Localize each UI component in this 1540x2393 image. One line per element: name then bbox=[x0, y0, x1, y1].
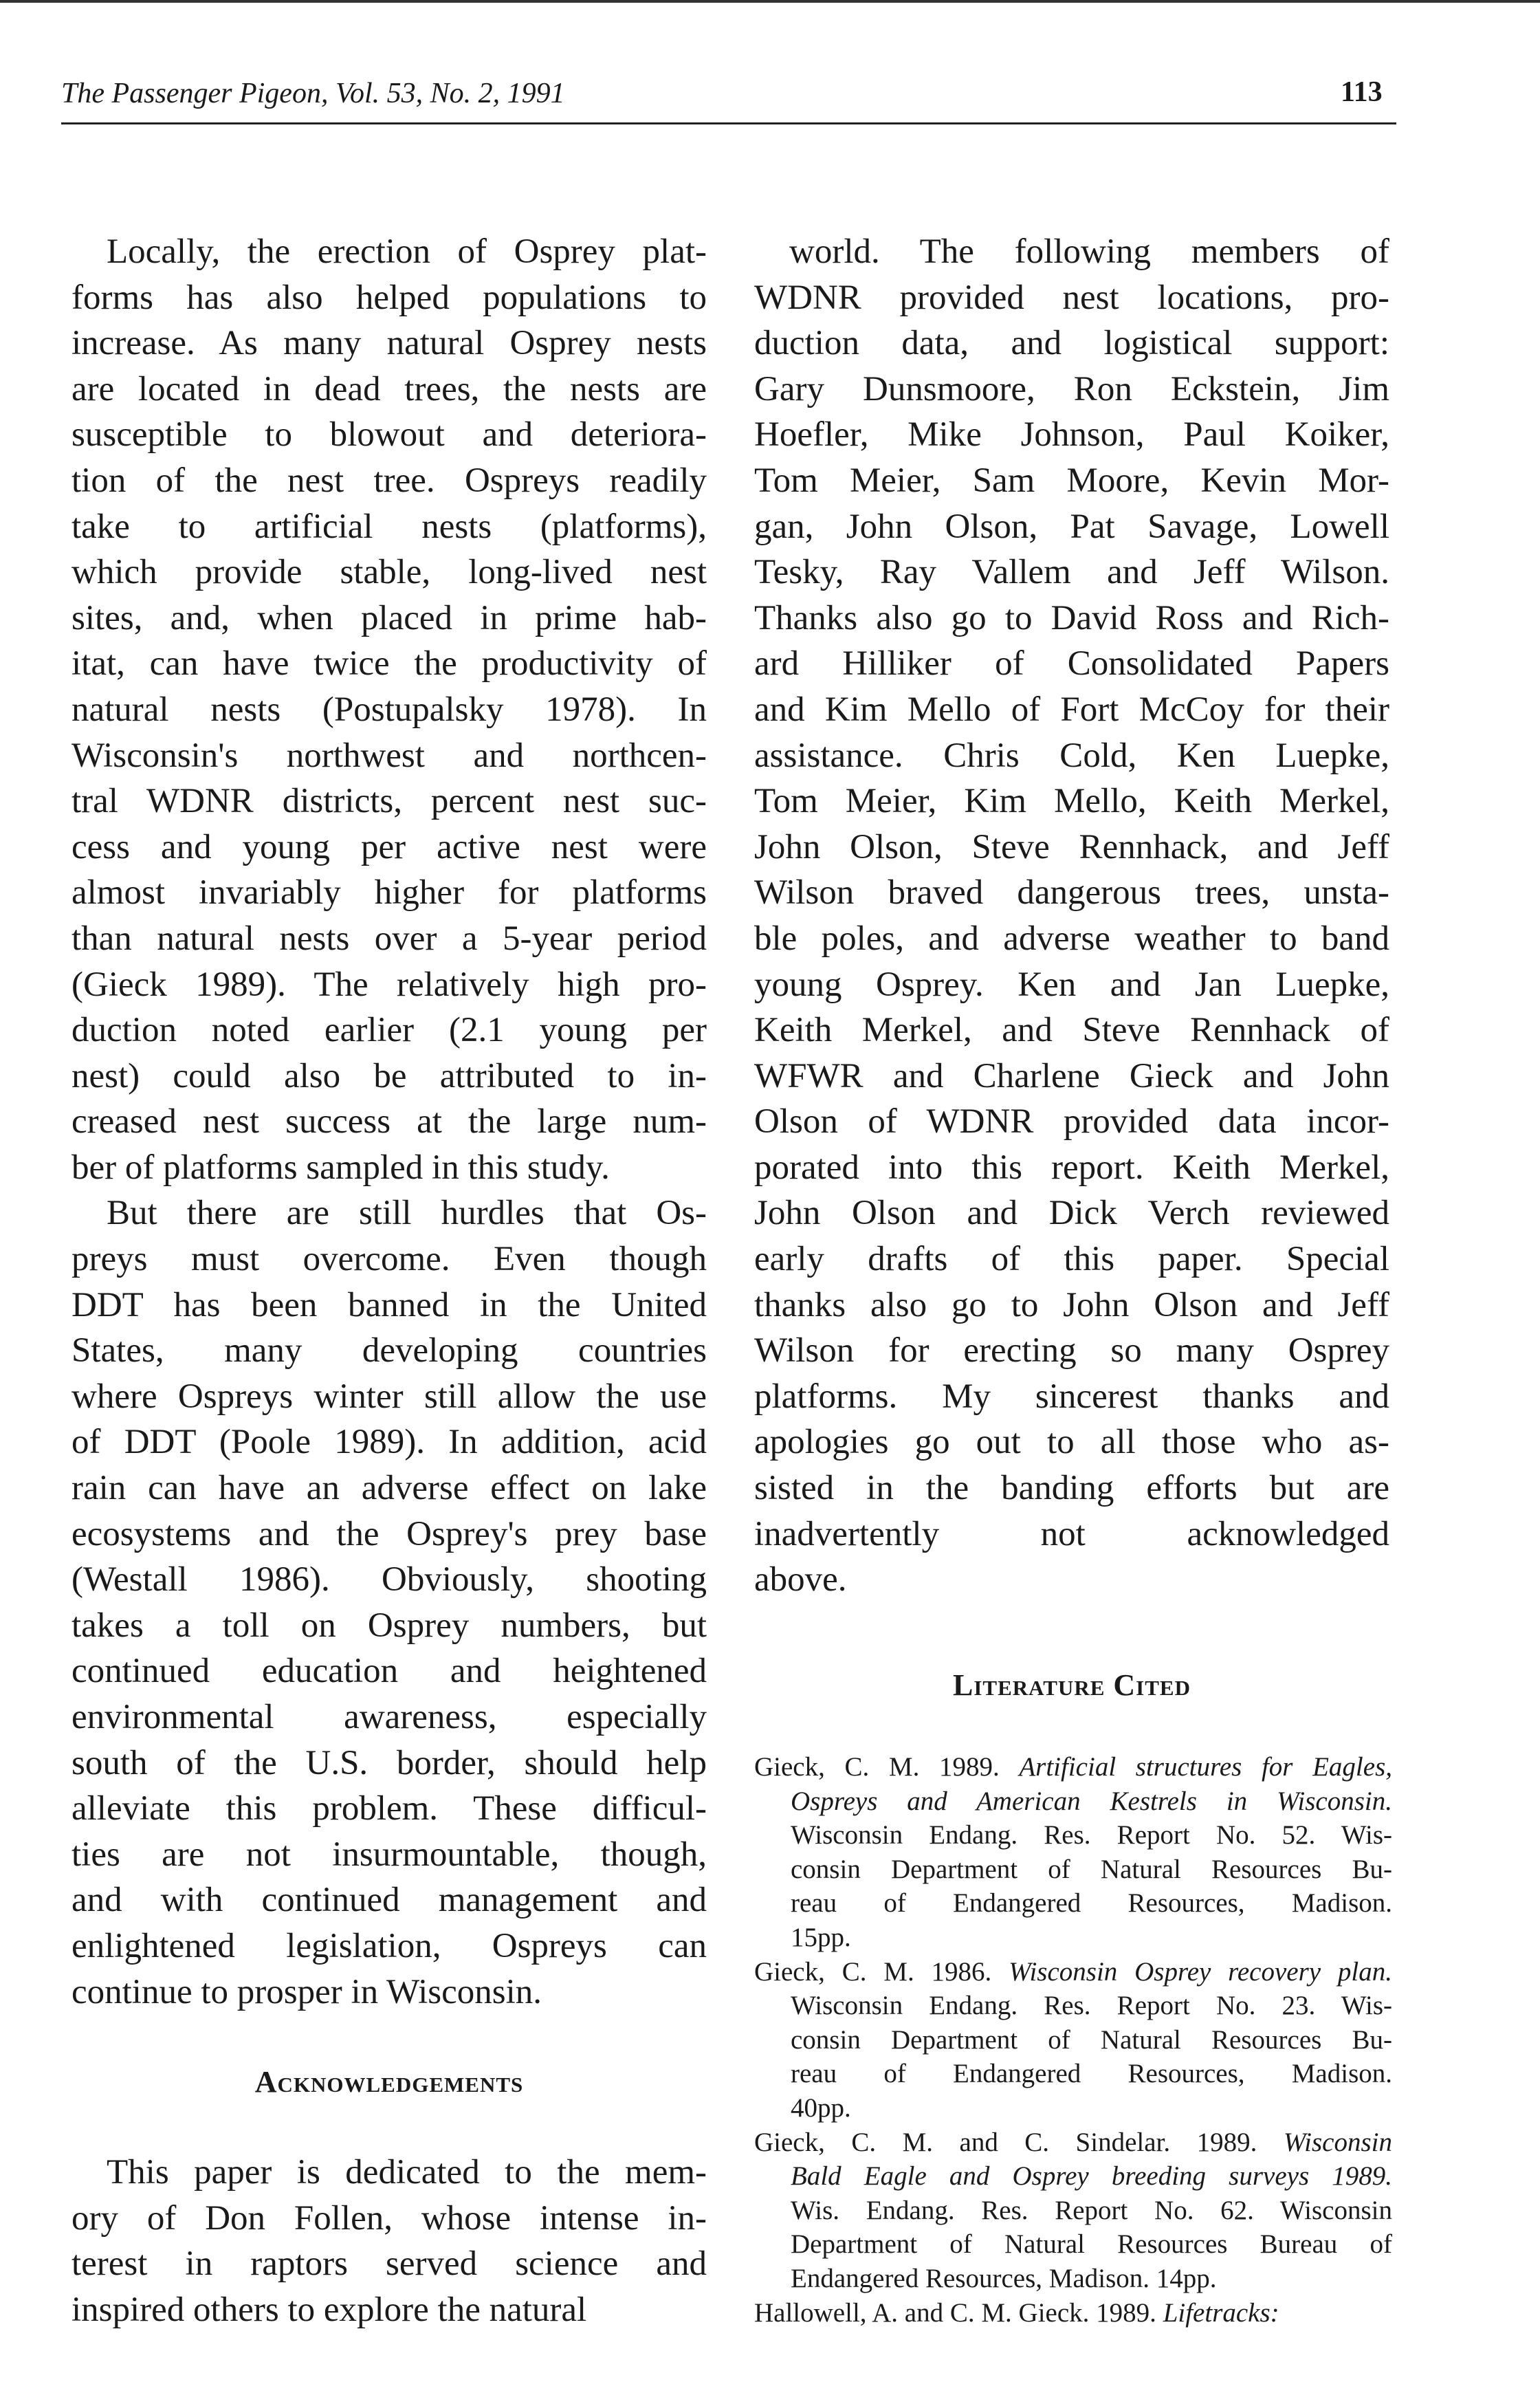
reference-text: consin Department of Natural Resources Bu- bbox=[791, 2024, 1392, 2055]
paragraph bbox=[72, 1190, 707, 2015]
text-line: John Olson and Dick Verch reviewed bbox=[754, 1194, 1389, 1233]
reference-text: Gieck, C. M. 1986. bbox=[754, 1956, 1009, 1987]
text-line: WFWR and Charlene Gieck and John bbox=[754, 1056, 1389, 1095]
text-line: Hoefler, Mike Johnson, Paul Koiker, bbox=[754, 415, 1389, 455]
reference-text: Wis. Endang. Res. Report No. 62. Wisconsin bbox=[791, 2195, 1392, 2225]
paragraph bbox=[754, 229, 1389, 1603]
reference-text: Wisconsin Endang. Res. Report No. 52. Wis- bbox=[791, 1820, 1392, 1850]
text-line: and with continued management and bbox=[72, 1881, 707, 1920]
text-line: platforms. My sincerest thanks and bbox=[754, 1377, 1389, 1416]
text-line: John Olson, Steve Rennhack, and Jeff bbox=[754, 827, 1389, 866]
text-line: are located in dead trees, the nests are bbox=[72, 369, 707, 408]
text-line: assistance. Chris Cold, Ken Luepke, bbox=[754, 736, 1389, 775]
text-line: nest) could also be attributed to in- bbox=[72, 1056, 707, 1095]
right-column-body bbox=[754, 229, 1389, 1603]
text-line: Tom Meier, Kim Mello, Keith Merkel, bbox=[754, 782, 1389, 821]
text-line: creased nest success at the large num- bbox=[72, 1102, 707, 1141]
left-column-body bbox=[72, 229, 707, 2015]
text-line: Keith Merkel, and Steve Rennhack of bbox=[754, 1011, 1389, 1050]
text-line: rain can have an adverse effect on lake bbox=[72, 1469, 707, 1508]
reference-line bbox=[754, 1818, 1392, 1853]
reference-title: Ospreys and American Kestrels in Wisconsin. bbox=[791, 1786, 1392, 1816]
text-line: young Osprey. Ken and Jan Luepke, bbox=[754, 965, 1389, 1004]
text-line: south of the U.S. border, should help bbox=[72, 1743, 707, 1782]
reference-line bbox=[754, 2126, 1392, 2160]
text-line: Wilson for erecting so many Osprey bbox=[754, 1331, 1389, 1370]
text-line: above. bbox=[754, 1560, 847, 1599]
text-line: of DDT (Poole 1989). In addition, acid bbox=[72, 1423, 707, 1462]
text-line: porated into this report. Keith Merkel, bbox=[754, 1148, 1389, 1187]
text-line: sites, and, when placed in prime hab- bbox=[72, 598, 707, 637]
reference-title: Lifetracks: bbox=[1163, 2297, 1279, 2328]
text-line: ber of platforms sampled in this study. bbox=[72, 1148, 610, 1187]
reference-text: 40pp. bbox=[791, 2092, 851, 2123]
reference-line bbox=[754, 2227, 1392, 2262]
text-line: States, many developing countries bbox=[72, 1331, 707, 1370]
text-line: ory of Don Follen, whose intense in- bbox=[72, 2198, 707, 2238]
text-line: But there are still hurdles that Os- bbox=[107, 1194, 707, 1233]
acknowledgements-heading: Acknowledgements bbox=[254, 2065, 524, 2099]
paragraph bbox=[72, 229, 707, 1190]
text-line: Tesky, Ray Vallem and Jeff Wilson. bbox=[754, 553, 1389, 592]
reference-line bbox=[754, 1750, 1392, 1784]
reference-line bbox=[754, 2194, 1392, 2228]
reference-text: Gieck, C. M. 1989. bbox=[754, 1752, 1020, 1782]
running-title: The Passenger Pigeon, Vol. 53, No. 2, 1991 bbox=[61, 78, 565, 109]
text-line: ties are not insurmountable, though, bbox=[72, 1835, 707, 1874]
text-line: cess and young per active nest were bbox=[72, 827, 707, 866]
reference-title: Artificial structures for Eagles, bbox=[1019, 1752, 1392, 1782]
reference-entry bbox=[754, 2296, 1392, 2330]
text-line: apologies go out to all those who as- bbox=[754, 1423, 1389, 1462]
reference-text: Wisconsin Endang. Res. Report No. 23. Wis- bbox=[791, 1991, 1392, 2021]
header-rule bbox=[61, 122, 1396, 124]
text-line: environmental awareness, especially bbox=[72, 1698, 707, 1736]
text-line: (Gieck 1989). The relatively high pro- bbox=[72, 965, 707, 1004]
text-line: take to artificial nests (platforms), bbox=[72, 507, 707, 546]
text-line: itat, can have twice the productivity of bbox=[72, 644, 707, 684]
text-line: Wilson braved dangerous trees, unsta- bbox=[754, 873, 1389, 913]
text-line: inspired others to explore the natural bbox=[72, 2290, 587, 2329]
text-line: continued education and heightened bbox=[72, 1652, 707, 1691]
text-line: duction noted earlier (2.1 young per bbox=[72, 1011, 707, 1050]
text-line: tral WDNR districts, percent nest suc- bbox=[72, 782, 707, 821]
text-line: Gary Dunsmoore, Ron Eckstein, Jim bbox=[754, 369, 1389, 408]
text-line: takes a toll on Osprey numbers, but bbox=[72, 1606, 707, 1645]
reference-text: Gieck, C. M. and C. Sindelar. 1989. bbox=[754, 2127, 1284, 2157]
text-line: inadvertently not acknowledged bbox=[754, 1514, 1389, 1553]
text-line: ecosystems and the Osprey's prey base bbox=[72, 1514, 707, 1553]
reference-line bbox=[754, 2296, 1392, 2330]
reference-line bbox=[754, 2159, 1392, 2194]
reference-line bbox=[754, 2057, 1392, 2091]
text-line: Olson of WDNR provided data incor- bbox=[754, 1102, 1389, 1141]
text-line: sisted in the banding efforts but are bbox=[754, 1469, 1389, 1508]
text-line: forms has also helped populations to bbox=[72, 278, 707, 317]
text-line: enlightened legislation, Ospreys can bbox=[72, 1926, 707, 1965]
text-line: thanks also go to John Olson and Jeff bbox=[754, 1285, 1389, 1324]
reference-line bbox=[754, 1921, 1392, 1955]
text-line: Tom Meier, Sam Moore, Kevin Mor- bbox=[754, 461, 1389, 500]
scan-top-border bbox=[0, 0, 1540, 3]
reference-title: Bald Eagle and Osprey breeding surveys 1989. bbox=[791, 2161, 1392, 2192]
text-line: Thanks also go to David Ross and Rich- bbox=[754, 598, 1389, 637]
text-line: which provide stable, long-lived nest bbox=[72, 553, 707, 592]
text-line: continue to prosper in Wisconsin. bbox=[72, 1972, 542, 2011]
text-line: Locally, the erection of Osprey plat- bbox=[107, 232, 707, 271]
text-line: (Westall 1986). Obviously, shooting bbox=[72, 1560, 707, 1599]
reference-line bbox=[754, 2023, 1392, 2057]
page-number: 113 bbox=[1341, 76, 1383, 108]
text-line: almost invariably higher for platforms bbox=[72, 873, 707, 913]
reference-text: reau of Endangered Resources, Madison. bbox=[791, 1888, 1392, 1919]
reference-entry bbox=[754, 1750, 1392, 1955]
reference-entry bbox=[754, 2126, 1392, 2296]
literature-cited-heading: Literature Cited bbox=[953, 1668, 1191, 1702]
reference-line bbox=[754, 1853, 1392, 1887]
text-line: alleviate this problem. These difficul- bbox=[72, 1789, 707, 1828]
text-line: than natural nests over a 5-year period bbox=[72, 919, 707, 958]
reference-line bbox=[754, 2091, 1392, 2126]
reference-line bbox=[754, 1784, 1392, 1819]
text-line: where Ospreys winter still allow the use bbox=[72, 1377, 707, 1416]
reference-line bbox=[754, 1989, 1392, 2023]
reference-text: Hallowell, A. and C. M. Gieck. 1989. bbox=[754, 2297, 1163, 2328]
reference-text: Department of Natural Resources Bureau of bbox=[791, 2229, 1392, 2260]
text-line: This paper is dedicated to the mem- bbox=[107, 2153, 707, 2192]
text-line: early drafts of this paper. Special bbox=[754, 1240, 1389, 1279]
reference-title: Wisconsin Osprey recovery plan. bbox=[1009, 1956, 1392, 1987]
reference-line bbox=[754, 2262, 1392, 2296]
paragraph bbox=[72, 2150, 707, 2332]
text-line: Wisconsin's northwest and northcen- bbox=[72, 736, 707, 775]
text-line: natural nests (Postupalsky 1978). In bbox=[72, 690, 707, 729]
text-line: DDT has been banned in the United bbox=[72, 1285, 707, 1324]
reference-title: Wisconsin bbox=[1283, 2127, 1392, 2157]
reference-text: consin Department of Natural Resources Bu- bbox=[791, 1854, 1392, 1884]
text-line: world. The following members of bbox=[789, 232, 1389, 271]
reference-text: 15pp. bbox=[791, 1922, 851, 1952]
references-list bbox=[754, 1750, 1392, 2330]
reference-entry bbox=[754, 1955, 1392, 2126]
reference-text: reau of Endangered Resources, Madison. bbox=[791, 2059, 1392, 2089]
text-line: gan, John Olson, Pat Savage, Lowell bbox=[754, 507, 1389, 546]
reference-line bbox=[754, 1955, 1392, 1989]
text-line: terest in raptors served science and bbox=[72, 2244, 707, 2284]
text-line: tion of the nest tree. Ospreys readily bbox=[72, 461, 707, 500]
acknowledgements-body bbox=[72, 2150, 707, 2332]
text-line: duction data, and logistical support: bbox=[754, 324, 1389, 363]
reference-line bbox=[754, 1886, 1392, 1921]
reference-text: Endangered Resources, Madison. 14pp. bbox=[791, 2263, 1217, 2293]
text-line: and Kim Mello of Fort McCoy for their bbox=[754, 690, 1389, 729]
text-line: WDNR provided nest locations, pro- bbox=[754, 278, 1389, 317]
text-line: susceptible to blowout and deteriora- bbox=[72, 415, 707, 455]
text-line: ble poles, and adverse weather to band bbox=[754, 919, 1389, 958]
text-line: preys must overcome. Even though bbox=[72, 1240, 707, 1279]
text-line: ard Hilliker of Consolidated Papers bbox=[754, 644, 1389, 684]
text-line: increase. As many natural Osprey nests bbox=[72, 324, 707, 363]
